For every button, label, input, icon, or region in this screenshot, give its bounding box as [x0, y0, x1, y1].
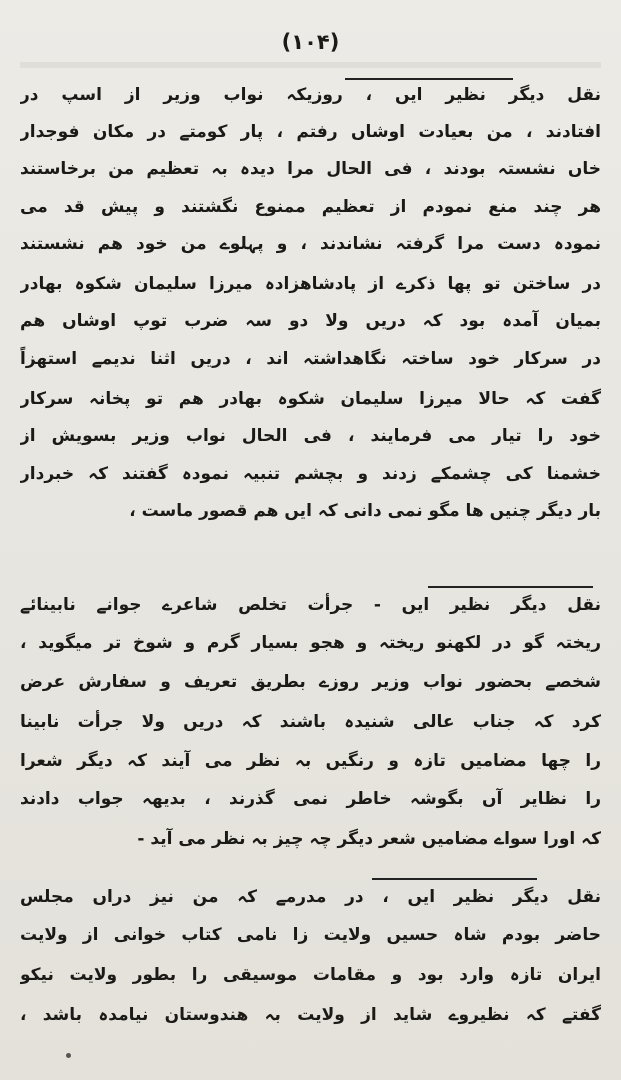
- text-line: خاں نشستہ بودند ، فی الحال مرا دیدہ بہ تعظیم من برخاستند: [20, 159, 601, 179]
- text-line: در ساختن تو پها ذکرے از پادشاهزادہ میرزا سلیمان شکوہ بهادر: [20, 274, 601, 294]
- text-line: حاضر بودم شاہ حسیں ولایت زا نامی کتاب خوانی از ولایت: [20, 925, 601, 945]
- text-line: بمیان آمدہ بود کہ دریں ولا دو سہ ضرب توپ اوشاں هم: [20, 311, 601, 331]
- text-line: خود را تیار می فرمایند ، فی الحال نواب وزیر بسویش از: [20, 426, 601, 446]
- text-line: نقل دیگر نظیر ایں - جرأت تخلص شاعرے جوانے نابینائے: [20, 595, 601, 615]
- text-line: افتادند ، من بعیادت اوشاں رفتم ، پار کومتے در مکان فوجدار: [20, 122, 601, 142]
- text-line: را نظایر آں بگوشہ خاطر نمی گذرند ، بدیهہ جواب دادند: [20, 789, 601, 809]
- ink-dot: [66, 1053, 71, 1058]
- text-line: نقل دیگر نظیر ایں ، در مدرمے کہ من نیز دراں مجلس: [20, 887, 601, 907]
- heading-rule-3: [372, 878, 537, 880]
- bleed-through: [20, 62, 601, 68]
- text-line: گفتے کہ نظیروے شاید از ولایت بہ هندوستان نیامدہ باشد ،: [20, 1005, 601, 1025]
- text-line: را چها مضامیں تازہ و رنگیں بہ نظر می آیند کہ دیگر شعرا: [20, 751, 601, 771]
- text-line: کہ اورا سواے مضامیں شعر دیگر چہ چیز بہ نظر می آید -: [137, 829, 601, 849]
- text-line: کرد کہ جناب عالی شنیدہ باشند کہ دریں ولا جرأت نابینا: [20, 712, 601, 732]
- text-line: بار دیگر چنیں ها مگو نمی دانی کہ ایں هم قصور ماست ،: [129, 501, 601, 521]
- text-line: ریختہ گو در لکهنو ریختہ و هجو بسیار گرم و شوخ تر میگوید ،: [20, 633, 601, 653]
- text-line: خشمنا کی چشمکے زدند و بچشم تنبیہ نمودہ گفتند کہ خبردار: [20, 464, 601, 484]
- text-line: گفت کہ حالا میرزا سلیمان شکوہ بهادر هم تو پخانہ سرکار: [20, 389, 601, 409]
- text-line: ایران تازہ وارد بود و مقامات موسیقی را بطور ولایت نیکو: [20, 965, 601, 985]
- heading-rule-2: [428, 586, 593, 588]
- text-line: شخصے بحضور نواب وزیر روزے بطریق تعریف و سفارش عرض: [20, 672, 601, 692]
- text-line: در سرکار خود ساختہ نگاهداشتہ اند ، دریں اثنا ندیمے استهزاً: [20, 349, 601, 369]
- page-number: (۱۰۴): [281, 30, 340, 54]
- text-line: نمودہ دست مرا گرفتہ نشاندند ، و پہلوے من خود هم نشستند: [20, 234, 601, 254]
- text-line: نقل دیگر نظیر ایں ، روزیکہ نواب وزیر از اسپ در: [20, 85, 601, 105]
- text-line: هر چند منع نمودم از تعظیم ممنوع نگشتند و پیش قد می: [20, 197, 601, 217]
